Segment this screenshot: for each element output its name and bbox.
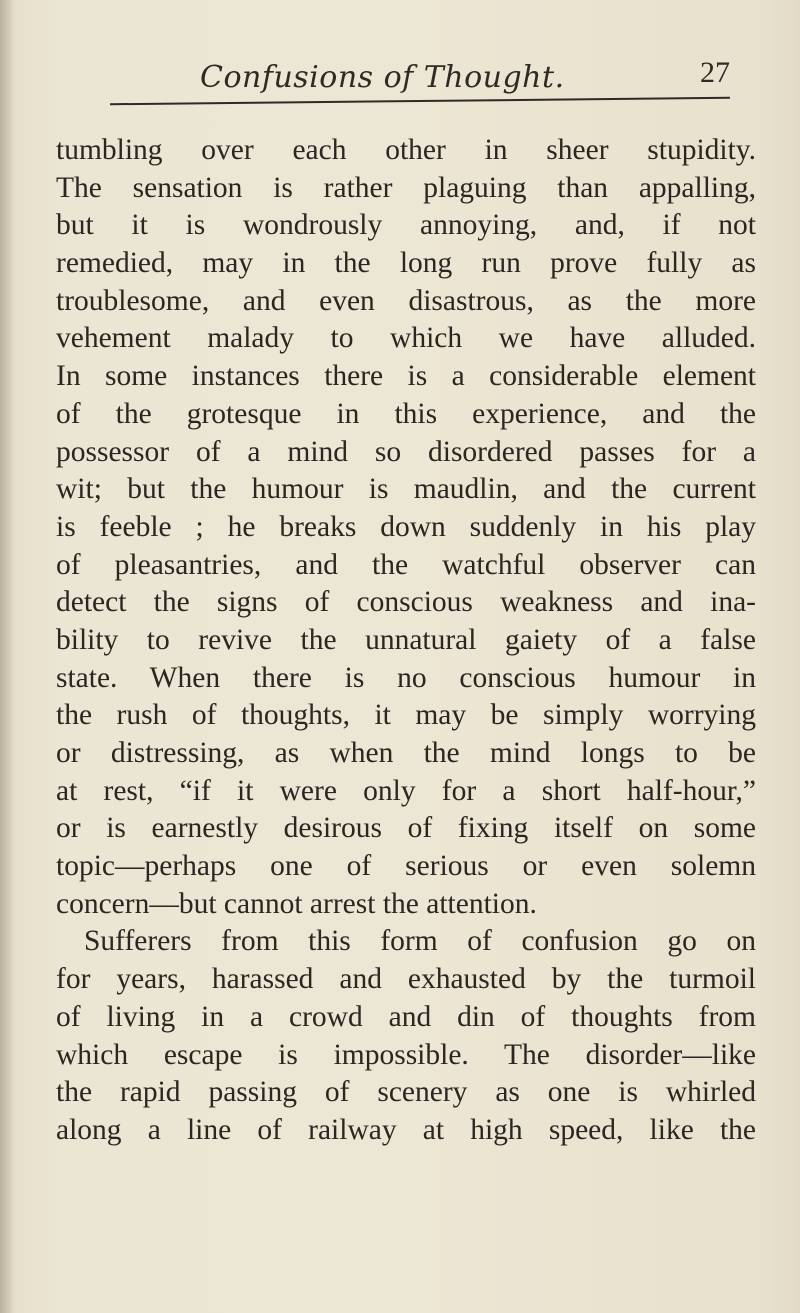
text-line: Sufferers from this form of confusion go on (84, 925, 756, 958)
page-number: 27 (700, 56, 730, 89)
text-line: the rapid passing of scenery as one is whirled (56, 1076, 756, 1109)
running-title: Confusions of Thought. (200, 60, 565, 95)
text-line: bility to revive the unnatural gaiety of a false (56, 623, 756, 656)
text-line: or is earnestly desirous of fixing itself on some (56, 812, 756, 845)
text-line: for years, harassed and exhausted by the turmoil (56, 963, 756, 996)
text-line: vehement malady to which we have alluded. (56, 322, 756, 355)
text-line: detect the signs of conscious weakness and ina- (56, 586, 756, 619)
text-line: wit; but the humour is maudlin, and the current (56, 473, 756, 506)
text-line: is feeble ; he breaks down suddenly in his play (56, 510, 756, 543)
text-line: remedied, may in the long run prove fully as (56, 247, 756, 280)
text-line: or distressing, as when the mind longs to be (56, 737, 756, 769)
text-line: which escape is impossible. The disorder—like (56, 1038, 756, 1071)
text-line: topic—perhaps one of serious or even solemn (56, 850, 756, 883)
text-line: concern—but cannot arrest the attention. (56, 887, 537, 920)
body-text (56, 132, 756, 1150)
gutter-shadow (0, 0, 14, 1313)
text-line: the rush of thoughts, it may be simply worrying (56, 699, 756, 732)
text-line: of the grotesque in this experience, and the (56, 397, 756, 430)
text-line: state. When there is no conscious humour in (56, 661, 756, 694)
text-line: The sensation is rather plaguing than appalling, (56, 171, 756, 204)
header-rule (110, 97, 730, 105)
text-line: In some instances there is a considerable element (56, 360, 756, 393)
text-line: of living in a crowd and din of thoughts from (56, 1000, 756, 1033)
text-line: along a line of railway at high speed, like the (56, 1113, 756, 1146)
text-line: at rest, “if it were only for a short half-hour,” (56, 774, 756, 807)
text-line: tumbling over each other in sheer stupidity. (56, 134, 756, 166)
text-line: possessor of a mind so disordered passes for a (56, 435, 756, 468)
text-line: troublesome, and even disastrous, as the more (56, 284, 756, 317)
text-line: of pleasantries, and the watchful observer can (56, 548, 756, 581)
text-line: but it is wondrously annoying, and, if not (56, 209, 756, 242)
